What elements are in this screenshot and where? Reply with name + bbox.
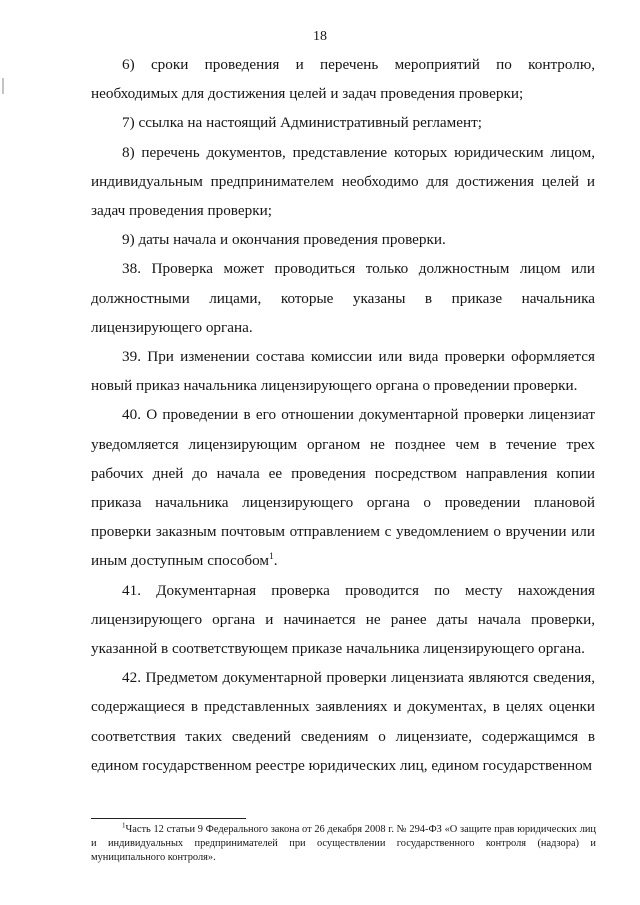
page-number: 18 — [313, 29, 327, 44]
paragraph-item-6: 6) сроки проведения и перечень мероприятий по контролю, необходимых для достижения целей и задач проведения проверки; — [91, 56, 595, 103]
paragraph-item-8: 8) перечень документов, представление которых юридическим лицом, индивидуальным предпринимателем необходимо для достижения целей и задач проведения проверки; — [91, 143, 595, 220]
footnote-marker: 1 — [122, 821, 126, 830]
footnote-text: Часть 12 статьи 9 Федерального закона от 26 декабря 2008 г. № 294-ФЗ «О защите прав юридических лиц и индивидуальных предпринимателей при осуществлении государственного контроля (надзора) и муниципального контроля». — [91, 824, 596, 863]
paragraph-clause-40-tail: . — [273, 552, 278, 570]
paragraph-clause-38: 38. Проверка может проводиться только должностным лицом или должностными лицами, которые указаны в приказе начальника лицензирующего органа. — [91, 260, 595, 336]
document-body — [91, 50, 595, 780]
paragraph-item-7: 7) ссылка на настоящий Административный регламент; — [122, 114, 482, 132]
footnote-separator — [91, 818, 246, 819]
paragraph-item-9: 9) даты начала и окончания проведения проверки. — [122, 231, 446, 249]
footnote-reference[interactable]: 1 — [269, 552, 274, 563]
paragraph-clause-41: 41. Документарная проверка проводится по месту нахождения лицензирующего органа и начинается не ранее даты начала проверки, указанной в соответствующем приказе начальника лицензирующего органа. — [91, 581, 595, 658]
paragraph-clause-40-text: 40. О проведении в его отношении документарной проверки лицензиат уведомляется лицензирующим органом не позднее чем в течение трех рабочих дней до начала ее проведения посредством направления копии приказа начальника лицензирующего органа о проведении плановой проверки заказным почтовым отправлением с уведомлением о вручении или иным доступным способом — [91, 406, 595, 570]
paragraph-clause-42: 42. Предметом документарной проверки лицензиата являются сведения, содержащиеся в представленных заявлениях и документах, в целях оценки соответствия таких сведений сведениям о лицензиате, содержащимся в едином государственном реестре юридических лиц, едином государственном — [91, 669, 595, 774]
paragraph-clause-39: 39. При изменении состава комиссии или вида проверки оформляется новый приказ начальника лицензирующего органа о проведении проверки. — [91, 348, 595, 395]
scan-edge-mark — [2, 78, 4, 94]
footnote — [91, 823, 596, 865]
paragraph-clause-40 — [91, 400, 595, 575]
